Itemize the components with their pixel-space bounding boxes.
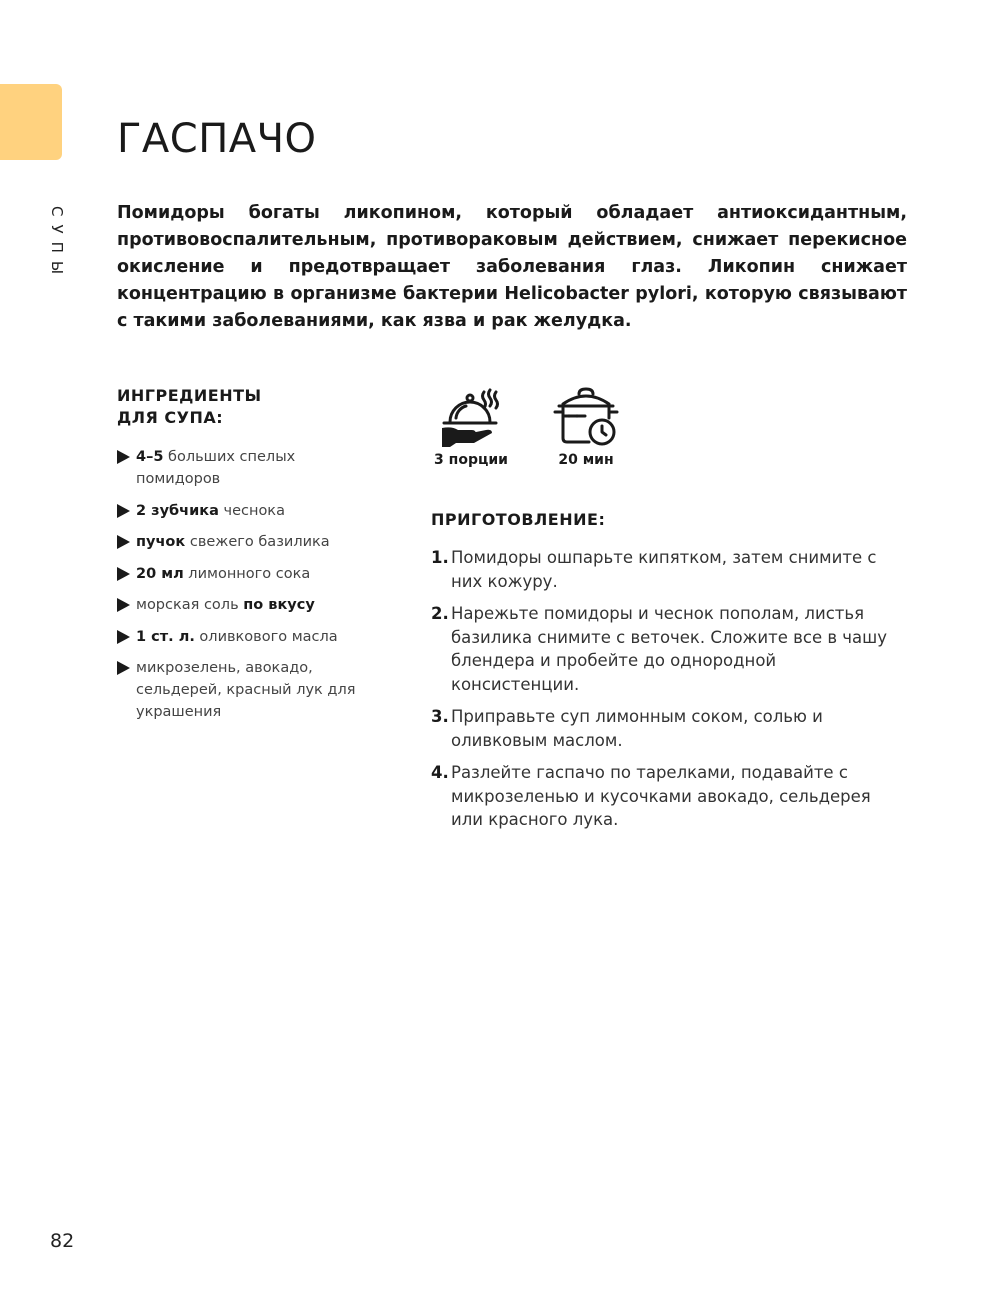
step-text: Разлейте гаспачо по тарелками, подавайте с микрозеленью и кусочками авокадо, сельдерея или красного лука. — [451, 763, 871, 829]
pot-timer-icon — [553, 386, 619, 448]
ingredient-text: свежего базилика — [185, 534, 330, 550]
serving-cloche-icon — [438, 386, 504, 448]
ingredient-amount: 1 ст. л. — [136, 628, 195, 645]
bullet-triangle-icon — [117, 567, 130, 581]
ingredient-text: морская соль — [136, 597, 244, 613]
servings-block — [428, 386, 514, 468]
section-color-tab — [0, 84, 62, 160]
ingredient-item — [117, 500, 357, 522]
bullet-triangle-icon — [117, 661, 130, 675]
page-number: 82 — [50, 1230, 75, 1252]
ingredient-text: микрозелень, авокадо, сельдерей, красный лук для украшения — [136, 660, 356, 720]
ingredients-title-line2: ДЛЯ СУПА: — [117, 408, 224, 427]
ingredient-item — [117, 594, 357, 616]
ingredient-text: больших спелых помидоров — [136, 449, 296, 487]
ingredient-amount: 20 мл — [136, 565, 184, 582]
ingredient-text: лимонного сока — [183, 565, 311, 582]
step-number: 2. — [431, 604, 449, 623]
preparation-title: ПРИГОТОВЛЕНИЕ: — [431, 510, 606, 529]
ingredients-list — [117, 446, 357, 733]
preparation-steps — [431, 546, 891, 841]
bullet-triangle-icon — [117, 450, 130, 464]
step-text: Помидоры ошпарьте кипятком, затем снимите с них кожуру. — [451, 548, 877, 591]
step-number: 1. — [431, 548, 449, 567]
time-label: 20 мин — [558, 452, 614, 468]
recipe-title: ГАСПАЧО — [117, 116, 317, 162]
step-item — [431, 602, 891, 696]
ingredients-title-line1: ИНГРЕДИЕНТЫ — [117, 386, 262, 405]
ingredient-item — [117, 626, 357, 648]
ingredient-item — [117, 657, 357, 723]
step-text: Приправьте суп лимонным соком, солью и оливковым маслом. — [451, 707, 823, 750]
step-text: Нарежьте помидоры и чеснок пополам, листья базилика снимите с веточек. Сложите все в чашу блендера и пробейте до однородной консистенции. — [451, 604, 888, 694]
ingredient-text: оливкового масла — [194, 628, 338, 645]
step-item — [431, 705, 891, 752]
bullet-triangle-icon — [117, 630, 130, 644]
ingredient-amount: пучок — [136, 534, 186, 550]
time-block — [548, 386, 624, 468]
ingredient-amount: 2 зубчика — [136, 502, 219, 519]
servings-label: 3 порции — [434, 452, 508, 468]
step-item — [431, 761, 891, 832]
ingredient-amount: по вкусу — [243, 597, 315, 613]
step-item — [431, 546, 891, 593]
bullet-triangle-icon — [117, 504, 130, 518]
bullet-triangle-icon — [117, 598, 130, 612]
ingredient-text: чеснока — [218, 502, 285, 519]
step-number: 4. — [431, 763, 449, 782]
recipe-intro: Помидоры богаты ликопином, который обладает антиоксидантным, противовоспалительным, противораковым действием, снижает перекисное окисление и предотвращает заболевания глаз. Ликопин снижает концентрацию в организме бактерии Helicobacter pylori, которую связывают с такими заболеваниями, как язва и рак желудка. — [117, 203, 907, 331]
ingredient-amount: 4–5 — [136, 449, 164, 465]
ingredient-item — [117, 531, 357, 553]
ingredient-item — [117, 446, 357, 490]
section-label: СУПЫ — [48, 206, 66, 283]
step-number: 3. — [431, 707, 449, 726]
ingredients-title — [117, 385, 262, 429]
ingredient-item — [117, 563, 357, 585]
bullet-triangle-icon — [117, 535, 130, 549]
